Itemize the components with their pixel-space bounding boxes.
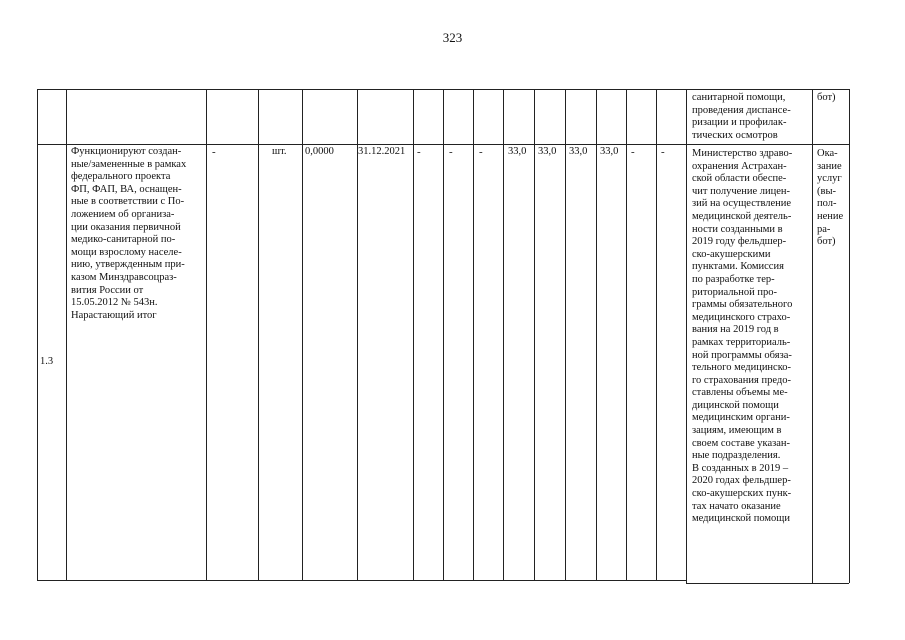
col-border [626, 89, 627, 580]
col-border [503, 89, 504, 580]
col-border [596, 89, 597, 580]
table-bottom-border-right [686, 583, 849, 584]
year-value-7: 33,0 [600, 146, 619, 157]
row-number: 1.3 [40, 356, 54, 367]
col-border [473, 89, 474, 580]
prev-row-status: бот) [817, 92, 836, 103]
year-value-6: 33,0 [569, 146, 588, 157]
year-value-3: - [479, 146, 483, 158]
measures-text: Министерство здраво- охранения Астрахан- ской области обеспе- чит получение лицен- зий на осуществление медицинской деятель- ности созданными в 2019 году фельдшер- ско-акушерскими пунктами. Комиссия по разработке тер- риториальной про- граммы обязательного медицинского страхо- вания на 2019 год в рамках территориаль- ной программы обяза- тельного медицинско- го страхования предо- ставлены объемы ме- дицинской помощи медицинским органи- зациям, имеющим в своем составе указан- ные подразделения. В созданных в 2019 – 2020 годах фельдшер- ско-акушерских пунк- тах начато оказание медицинской помощи [692, 148, 793, 525]
unit-of-measure: шт. [272, 146, 287, 157]
col-border [206, 89, 207, 580]
col-border [258, 89, 259, 580]
year-value-1: - [417, 146, 421, 158]
table-bottom-border [37, 580, 686, 581]
col-border [66, 89, 67, 580]
col-border [812, 89, 813, 583]
col-border [443, 89, 444, 580]
base-value: 0,0000 [305, 146, 334, 157]
year-value-4: 33,0 [508, 146, 527, 157]
prev-row-measures: санитарной помощи, проведения диспансе- ризации и профилак- тических осмотров [692, 92, 791, 141]
status-text: Ока- зание услуг (вы- пол- нение ра- бот) [817, 148, 844, 248]
col-border [357, 89, 358, 580]
year-value-2: - [449, 146, 453, 158]
col-border [849, 89, 850, 583]
col-border [686, 89, 687, 583]
page-number: 323 [442, 30, 463, 45]
indicator-description: Функционируют создан- ные/замененные в рамках федерального проекта ФП, ФАП, ВА, оснащен- ные в соответствии с По- ложением об организа- ции оказания первичной медико-санитарной по- мощи взрослому населе- нию, утвержденным при- казом Минздравсоцраз- вития России от 15.05.2012 № 543н. Нарастающий итог [71, 146, 187, 321]
col-border [413, 89, 414, 580]
col3-value: - [212, 146, 216, 158]
base-date: 31.12.2021 [358, 146, 406, 157]
year-value-8: - [631, 146, 635, 158]
col-border [534, 89, 535, 580]
col-border [565, 89, 566, 580]
col-border [656, 89, 657, 580]
col-border [37, 89, 38, 580]
year-value-5: 33,0 [538, 146, 557, 157]
year-value-9: - [661, 146, 665, 158]
col-border [302, 89, 303, 580]
